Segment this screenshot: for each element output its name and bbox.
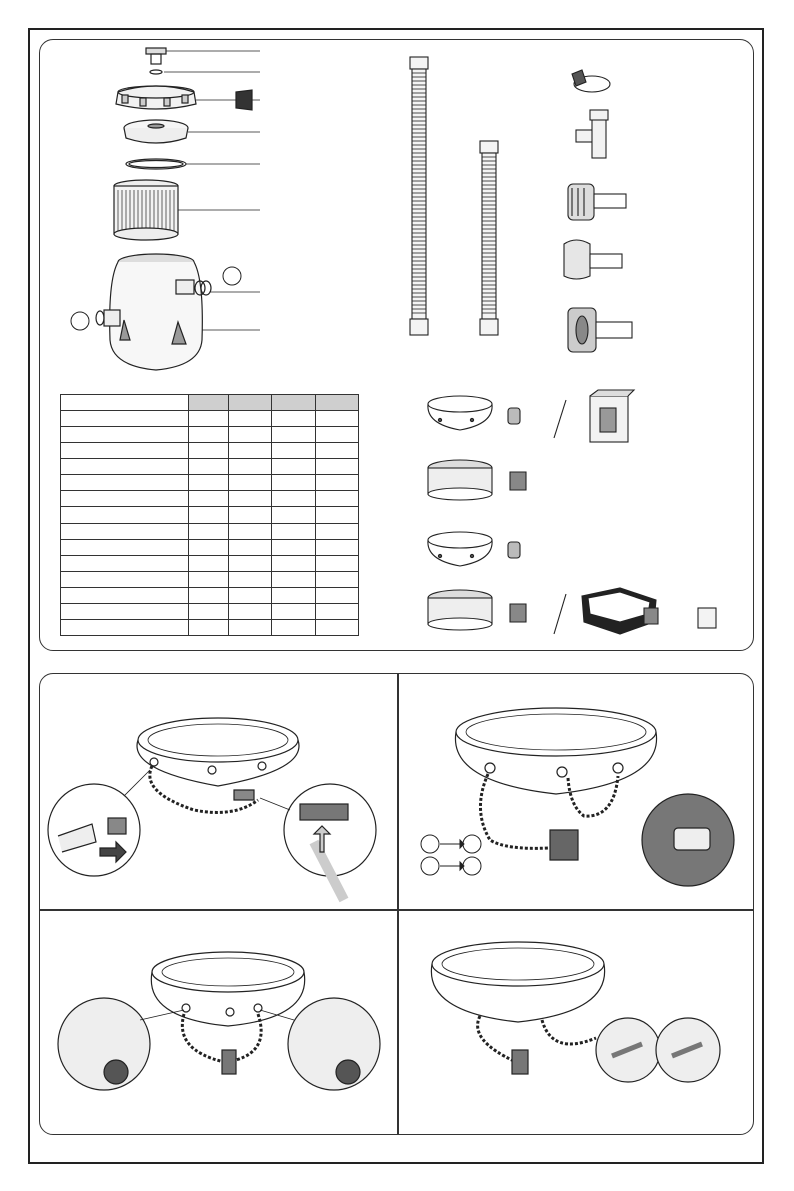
table-cell xyxy=(229,555,272,571)
table-cell xyxy=(229,491,272,507)
filter-housing-lid-nut xyxy=(116,86,260,110)
table-row xyxy=(61,619,359,635)
air-release-valve xyxy=(146,48,260,64)
table-cell xyxy=(315,571,358,587)
table-cell xyxy=(272,411,315,427)
hose-fittings xyxy=(556,60,656,360)
table-cell xyxy=(188,587,228,603)
table-cell xyxy=(229,571,272,587)
table-cell xyxy=(315,539,358,555)
config-frame-pool-2 xyxy=(428,590,526,630)
table-cell xyxy=(315,411,358,427)
table-cell xyxy=(229,427,272,443)
table-cell xyxy=(229,587,272,603)
parts-table xyxy=(60,394,359,636)
table-row xyxy=(61,571,359,587)
table-cell xyxy=(188,395,228,411)
table-cell xyxy=(272,475,315,491)
table-cell xyxy=(188,427,228,443)
table-cell xyxy=(188,475,228,491)
hoses xyxy=(400,55,520,345)
table-cell xyxy=(315,427,358,443)
table-cell xyxy=(272,459,315,475)
table-row xyxy=(61,555,359,571)
config-easy-set-pool-1 xyxy=(428,396,520,430)
table-cell xyxy=(61,507,189,523)
table-cell xyxy=(188,539,228,555)
table-cell xyxy=(229,523,272,539)
table-cell xyxy=(61,491,189,507)
filter-pump-box xyxy=(590,390,634,442)
table-cell xyxy=(315,491,358,507)
table-cell xyxy=(272,555,315,571)
table-row xyxy=(61,603,359,619)
table-cell xyxy=(188,571,228,587)
outlet-callout xyxy=(223,267,241,285)
table-row xyxy=(61,587,359,603)
table-cell xyxy=(229,459,272,475)
table-cell xyxy=(315,395,358,411)
large-o-ring xyxy=(126,159,260,169)
t-connector xyxy=(576,110,608,158)
table-cell xyxy=(188,523,228,539)
step-4-illustration xyxy=(402,940,752,1120)
table-cell xyxy=(315,555,358,571)
step-3-illustration xyxy=(44,940,394,1120)
table-cell xyxy=(315,603,358,619)
table-row xyxy=(61,475,359,491)
table-cell xyxy=(272,603,315,619)
table-cell xyxy=(188,507,228,523)
table-row xyxy=(61,491,359,507)
table-cell xyxy=(188,491,228,507)
inlet-o-ring xyxy=(96,311,104,325)
table-cell xyxy=(272,539,315,555)
config-divider xyxy=(554,400,566,438)
table-cell xyxy=(61,523,189,539)
table-cell xyxy=(61,571,189,587)
table-cell xyxy=(272,619,315,635)
strainer-connector xyxy=(568,184,626,220)
plunger-valve-cap xyxy=(564,240,622,279)
table-cell xyxy=(272,491,315,507)
config-frame-pool-1 xyxy=(428,460,526,500)
table-cell xyxy=(61,603,189,619)
table-cell xyxy=(272,427,315,443)
table-cell xyxy=(315,587,358,603)
table-cell xyxy=(272,395,315,411)
hose-clamp xyxy=(572,70,610,92)
table-cell xyxy=(188,555,228,571)
table-cell xyxy=(61,411,189,427)
filter-cartridge xyxy=(114,180,260,240)
filter-pump-exploded-view xyxy=(60,40,280,380)
table-cell xyxy=(188,459,228,475)
connection-legend xyxy=(421,835,481,875)
table-cell xyxy=(188,603,228,619)
steps-vertical-divider xyxy=(397,673,399,1135)
table-cell xyxy=(272,587,315,603)
inlet-callout xyxy=(71,312,89,330)
table-row xyxy=(61,459,359,475)
table-cell xyxy=(229,395,272,411)
pool-configurations xyxy=(420,390,740,640)
config-easy-set-pool-2 xyxy=(428,532,520,566)
table-cell xyxy=(229,539,272,555)
table-cell xyxy=(315,523,358,539)
table-cell xyxy=(229,411,272,427)
large-strainer-adapter xyxy=(568,308,632,352)
table-cell xyxy=(61,587,189,603)
table-cell xyxy=(315,507,358,523)
table-cell xyxy=(229,507,272,523)
table-row xyxy=(61,539,359,555)
table-cell xyxy=(188,619,228,635)
table-cell xyxy=(315,475,358,491)
config-divider xyxy=(554,594,566,634)
table-cell xyxy=(188,411,228,427)
small-o-ring xyxy=(150,70,260,74)
filter-housing-lid xyxy=(124,120,260,143)
table-cell xyxy=(61,443,189,459)
table-cell xyxy=(229,475,272,491)
table-cell xyxy=(272,443,315,459)
table-cell xyxy=(61,427,189,443)
table-cell xyxy=(61,555,189,571)
table-row xyxy=(61,507,359,523)
table-cell xyxy=(61,539,189,555)
short-hose xyxy=(480,141,498,335)
table-cell xyxy=(229,443,272,459)
table-row xyxy=(61,427,359,443)
table-cell xyxy=(315,443,358,459)
table-cell xyxy=(61,459,189,475)
table-cell xyxy=(61,395,189,411)
table-row xyxy=(61,523,359,539)
steps-horizontal-divider xyxy=(39,909,754,911)
table-cell xyxy=(61,619,189,635)
table-cell xyxy=(272,571,315,587)
table-cell xyxy=(229,619,272,635)
step-1-illustration xyxy=(44,700,394,900)
config-oval-pool xyxy=(582,588,716,634)
table-cell xyxy=(315,459,358,475)
step-2-illustration xyxy=(402,700,752,900)
table-cell xyxy=(272,507,315,523)
table-row xyxy=(61,411,359,427)
table-cell xyxy=(272,523,315,539)
table-cell xyxy=(229,603,272,619)
table-cell xyxy=(61,475,189,491)
table-cell xyxy=(315,619,358,635)
table-row xyxy=(61,443,359,459)
table-row xyxy=(61,395,359,411)
table-cell xyxy=(188,443,228,459)
